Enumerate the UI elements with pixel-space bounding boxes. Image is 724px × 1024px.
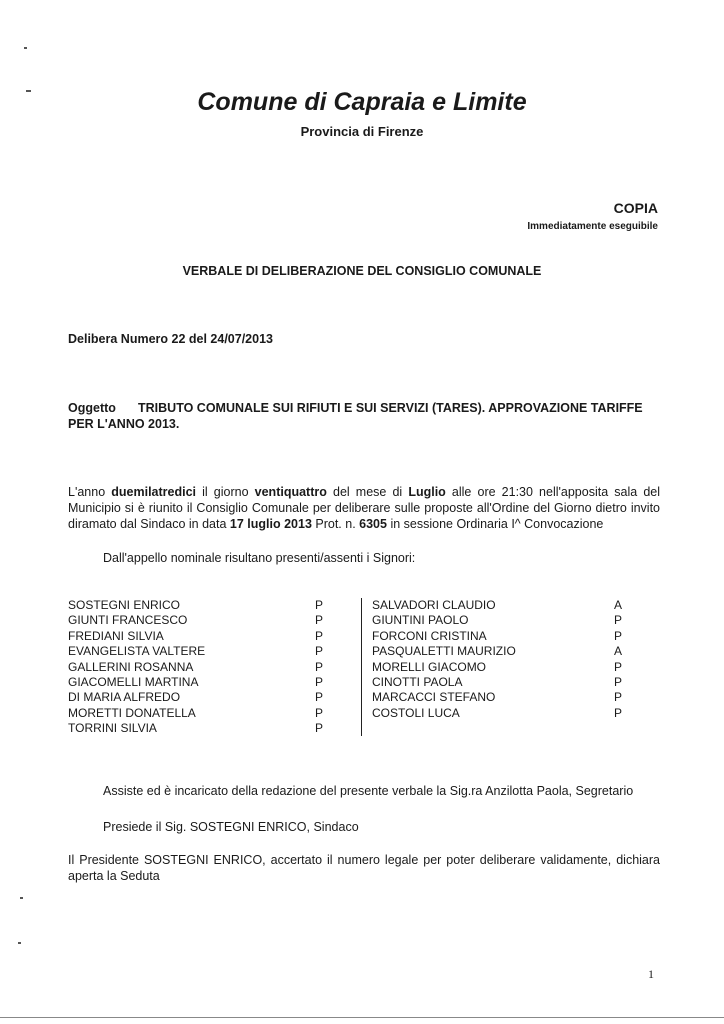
intro-invite-date: 17 luglio 2013 (229, 517, 312, 531)
intro-text: in sessione Ordinaria I^ Convocazione (386, 517, 604, 531)
member-status: P (613, 675, 622, 690)
intro-text: il giorno (196, 485, 255, 499)
member-status: P (314, 659, 323, 674)
intro-text: Prot. n. (311, 517, 360, 531)
chair-statement: Presiede il Sig. SOSTEGNI ENRICO, Sindaco (103, 820, 359, 834)
intro-paragraph (68, 484, 660, 532)
oggetto-text: TRIBUTO COMUNALE SUI RIFIUTI E SUI SERVIZI (TARES). APPROVAZIONE TARIFFE PER L'ANNO 2013. (68, 401, 643, 431)
document-title: Comune di Capraia e Limite (197, 88, 527, 116)
member-status: P (314, 721, 323, 736)
members-right-status (608, 598, 628, 721)
member-name: DI MARIA ALFREDO (68, 690, 181, 705)
intro-year: duemilatredici (111, 485, 197, 499)
member-status: P (314, 644, 323, 659)
member-status: A (613, 598, 622, 612)
member-status: P (314, 613, 323, 628)
intro-day: ventiquattro (254, 485, 327, 499)
secretary-statement: Assiste ed è incaricato della redazione del presente verbale la Sig.ra Anzilotta Paola, Segretario (103, 784, 634, 798)
member-name: FORCONI CRISTINA (372, 628, 487, 643)
copy-label: COPIA (613, 200, 658, 216)
member-status: P (613, 659, 622, 674)
scan-speck (26, 90, 31, 92)
member-name: MORELLI GIACOMO (372, 659, 487, 674)
member-status: A (613, 644, 622, 659)
page-number: 1 (648, 967, 654, 981)
member-status: P (613, 705, 622, 720)
member-name: GALLERINI ROSANNA (68, 659, 194, 674)
intro-month: Luglio (408, 485, 446, 499)
oggetto (68, 400, 660, 432)
roster-divider (361, 598, 362, 736)
member-status: P (314, 705, 323, 720)
page-bottom-rule (0, 1017, 724, 1018)
member-status: P (613, 690, 622, 705)
member-name: FREDIANI SILVIA (68, 628, 164, 643)
member-name: GIACOMELLI MARTINA (68, 675, 199, 690)
intro-text: L'anno (68, 485, 112, 499)
member-status: P (314, 628, 323, 643)
member-name: SOSTEGNI ENRICO (68, 598, 181, 612)
member-name: MARCACCI STEFANO (372, 690, 496, 705)
member-name: EVANGELISTA VALTERE (68, 644, 206, 659)
roll-call-intro: Dall'appello nominale risultano presenti/assenti i Signori: (103, 551, 416, 565)
member-name: GIUNTINI PAOLO (372, 613, 469, 628)
intro-text: del mese di (326, 485, 409, 499)
member-name: TORRINI SILVIA (68, 721, 157, 736)
document-subtitle: Provincia di Firenze (300, 124, 424, 139)
member-name: MORETTI DONATELLA (68, 705, 196, 720)
member-status: P (314, 598, 323, 612)
member-status: P (314, 675, 323, 690)
member-status: P (613, 628, 622, 643)
intro-text: alle ore 21:30 nell'apposita sala del Municipio si è riunito il Consiglio Comunale per deliberare sulle proposte all'Ordine del Giorno dietro invito diramato dal Sindaco in data (68, 485, 660, 531)
member-name: CINOTTI PAOLA (372, 675, 463, 690)
section-heading: VERBALE DI DELIBERAZIONE DEL CONSIGLIO COMUNALE (182, 264, 542, 278)
member-name: PASQUALETTI MAURIZIO (372, 644, 516, 659)
delibera-number: Delibera Numero 22 del 24/07/2013 (68, 332, 273, 346)
member-status: P (314, 690, 323, 705)
scan-speck (18, 942, 21, 944)
members-left-status (309, 598, 329, 737)
immediate-label: Immediatamente eseguibile (527, 221, 658, 232)
member-name: GIUNTI FRANCESCO (68, 613, 188, 628)
member-status: P (613, 613, 622, 628)
members-left-names (68, 598, 205, 737)
member-name: COSTOLI LUCA (372, 705, 460, 720)
oggetto-label: Oggetto (68, 401, 116, 415)
scan-speck (24, 47, 27, 49)
intro-protocol: 6305 (359, 517, 387, 531)
president-statement: Il Presidente SOSTEGNI ENRICO, accertato il numero legale per poter deliberare validamente, dichiara aperta la Seduta (68, 853, 660, 883)
member-name: SALVADORI CLAUDIO (372, 598, 496, 612)
members-right-names (372, 598, 516, 721)
scan-speck (20, 897, 23, 899)
